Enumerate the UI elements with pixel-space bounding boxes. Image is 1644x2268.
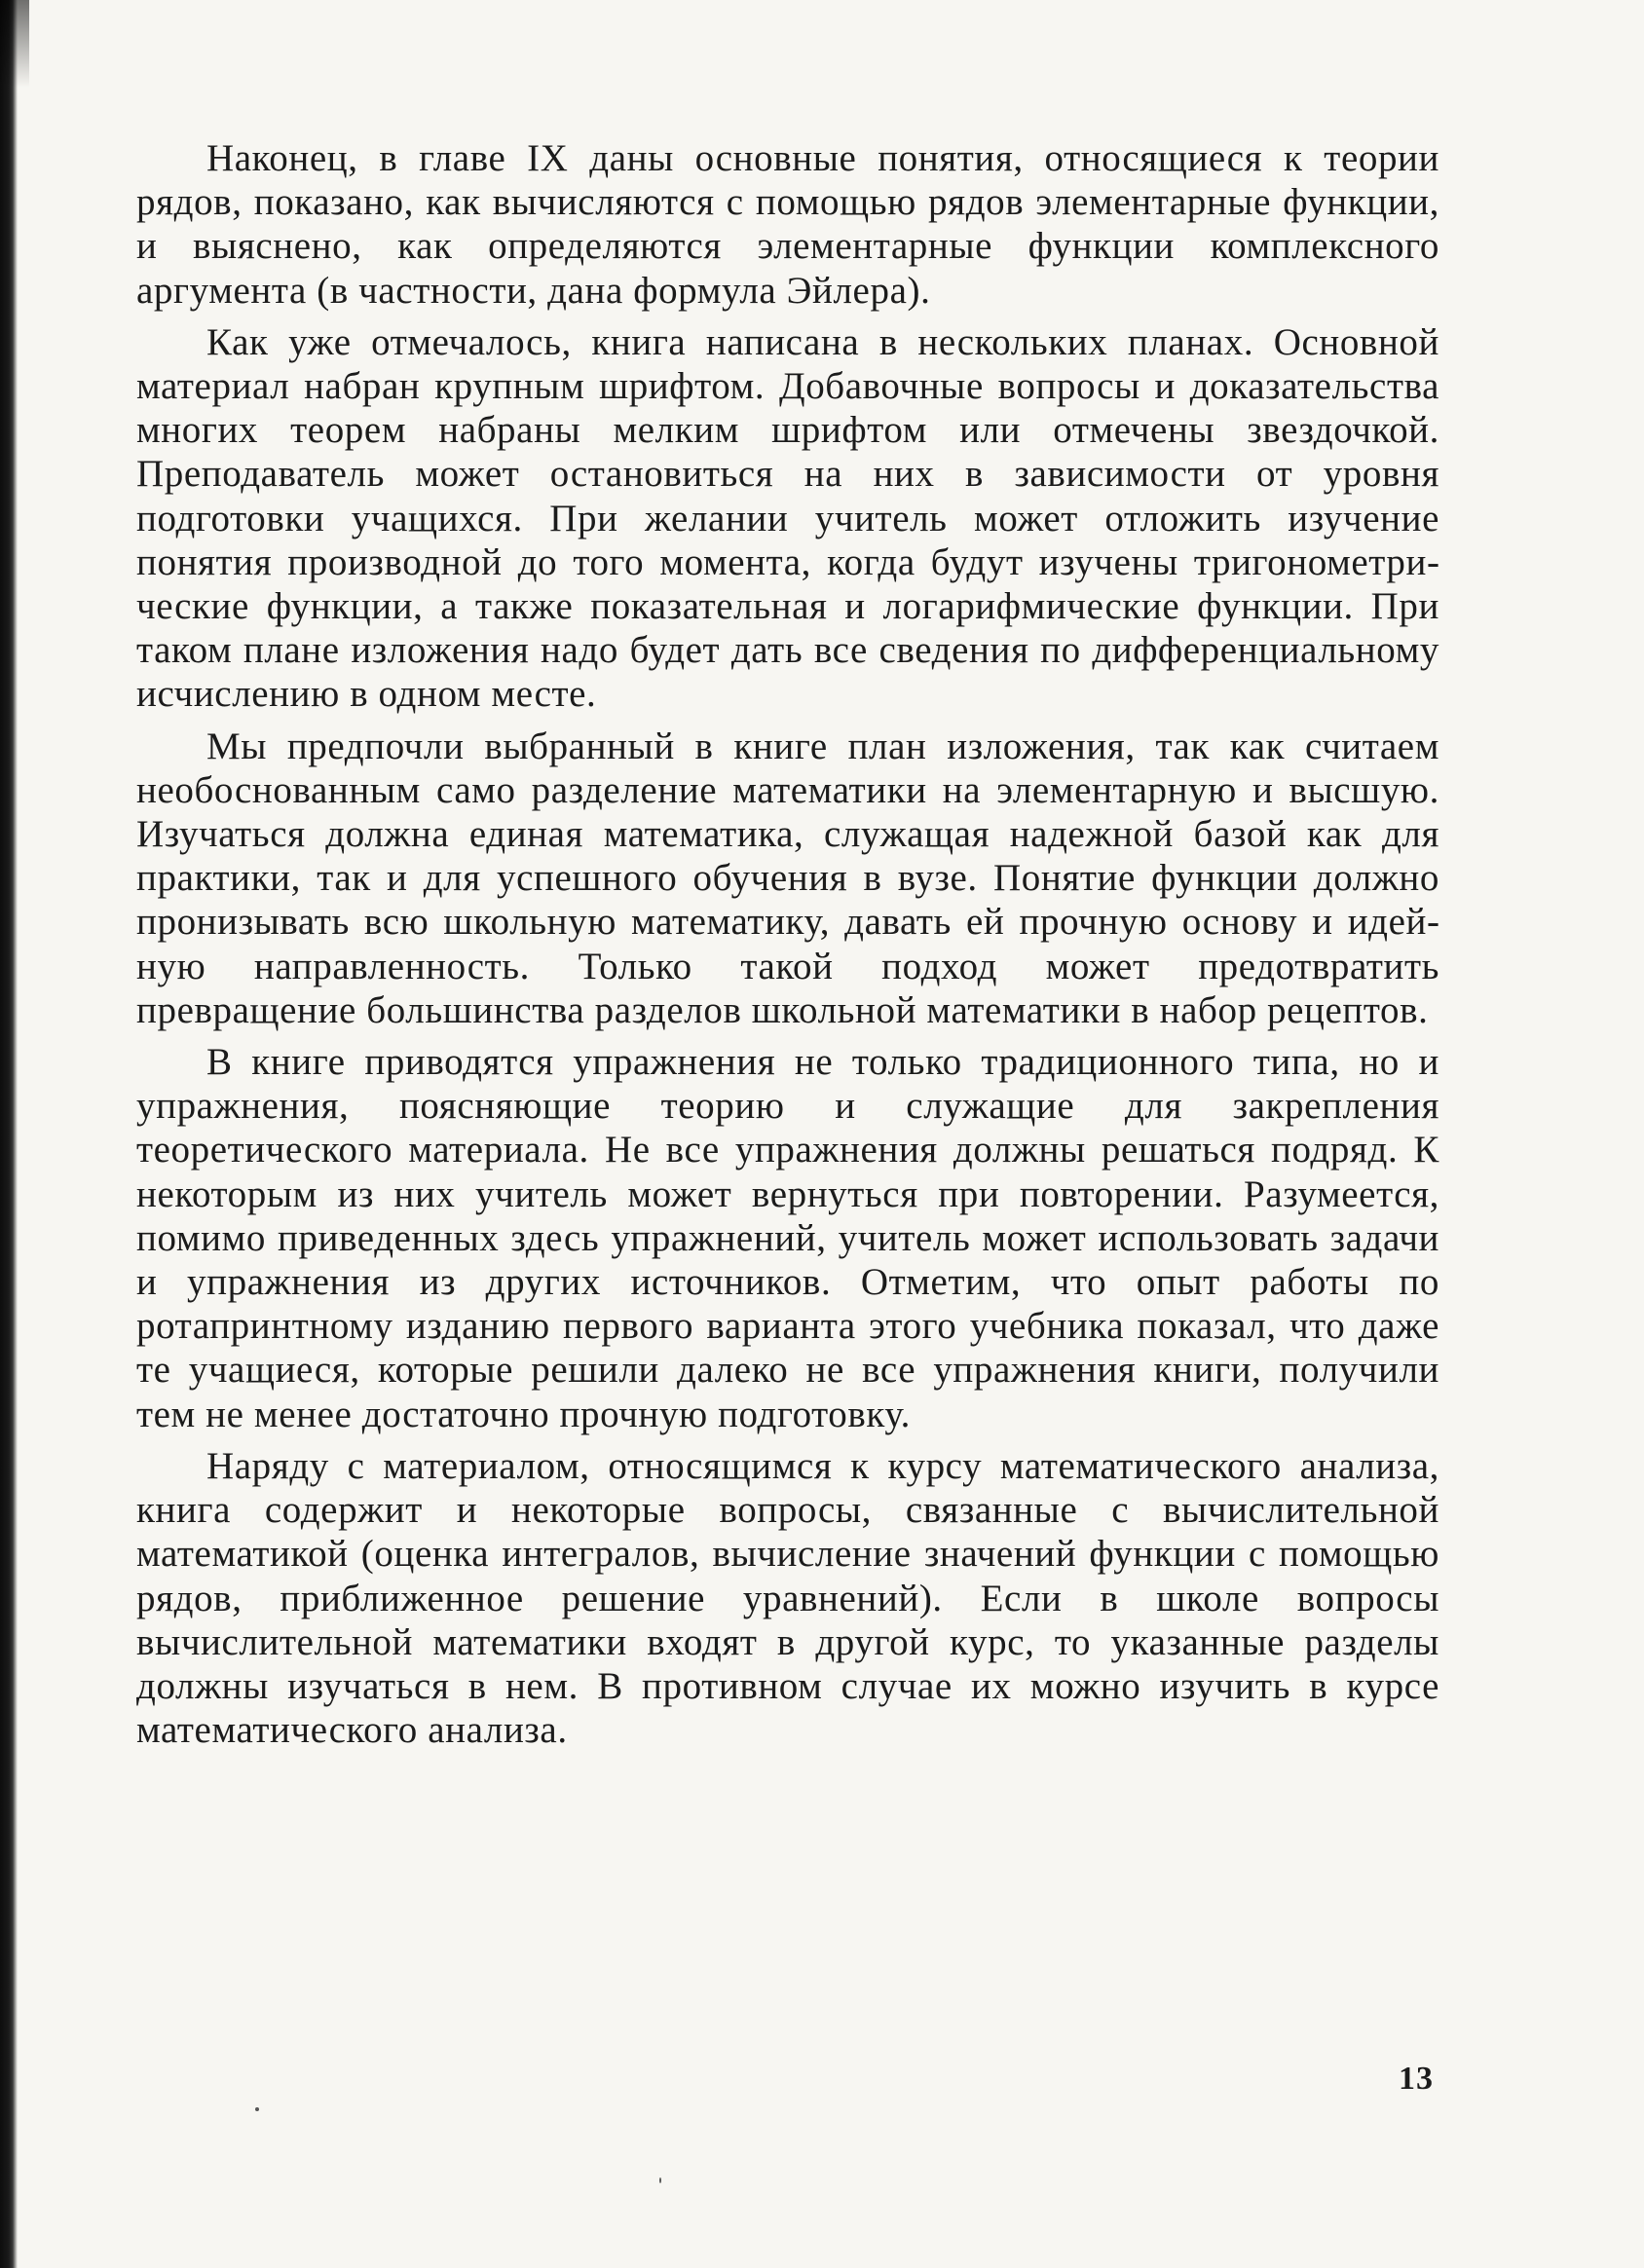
paragraph-book-levels: Как уже отмечалось, книга написана в нескольких планах. Основной материал набран крупным шрифтом. Добавочные вопросы и доказательства многих теорем набраны мелким шрифтом или отмечены звездочкой. Преподаватель может остановиться на них в зависимости от уровня подготовки учащихся. При желании учитель может отложить изучение понятия производной до того момента, когда будут изучены тригонометрические функции, а также показательная и логарифмические функции. При таком плане изложения надо будет дать все сведения по дифференциальному исчислению в одном месте. xyxy=(136,320,1439,716)
scan-binding-edge xyxy=(0,0,18,2268)
scan-corner-shadow xyxy=(0,0,29,88)
paragraph-unified-mathematics: Мы предпочли выбранный в книге план изложения, так как считаем необоснованным само разделение математики на элементарную и высшую. Изучаться должна единая математика, служащая надежной базой как для практики, так и для успешного обучения в вузе. Понятие функции должно пронизывать всю школьную математику, давать ей прочную основу и идейную направленность. Только такой подход может предотвратить превращение большинства разделов школьной математики в набор рецептов. xyxy=(136,725,1439,1031)
page-number: 13 xyxy=(1399,2061,1434,2097)
page-body xyxy=(136,136,1439,1760)
paragraph-exercises: В книге приводятся упражнения не только традиционного типа, но и упражнения, поясняющие теорию и служащие для закрепления теоретического материала. Не все упражнения должны решаться подряд. К некоторым из них учитель может вернуться при повторении. Разумеется, помимо приведенных здесь упражнений, учитель может использовать задачи и упражнения из других источников. Отметим, что опыт работы по ротапринтному изданию первого варианта этого учебника показал, что даже те учащиеся, которые решили далеко не все упражнения книги, получили тем не менее достаточно прочную подготовку. xyxy=(136,1041,1439,1435)
paragraph-series-chapter: Наконец, в главе IX даны основные понятия, относящиеся к теории рядов, показано, как вычисляются с помощью рядов элементарные функции, и выяснено, как определяются элементарные функции комплексного аргумента (в частности, дана формула Эйлера). xyxy=(136,137,1439,312)
paragraph-computational-math: Наряду с материалом, относящимся к курсу математического анализа, книга содержит и некоторые вопросы, связанные с вычислительной математикой (оценка интегралов, вычисление значений функции с помощью рядов, приближенное решение уравнений). Если в школе вопросы вычислительной математики входят в другой курс, то указанные разделы должны изучаться в нем. В противном случае их можно изучить в курсе математического анализа. xyxy=(136,1444,1439,1752)
print-speck xyxy=(659,2177,661,2183)
print-speck xyxy=(255,2107,259,2111)
